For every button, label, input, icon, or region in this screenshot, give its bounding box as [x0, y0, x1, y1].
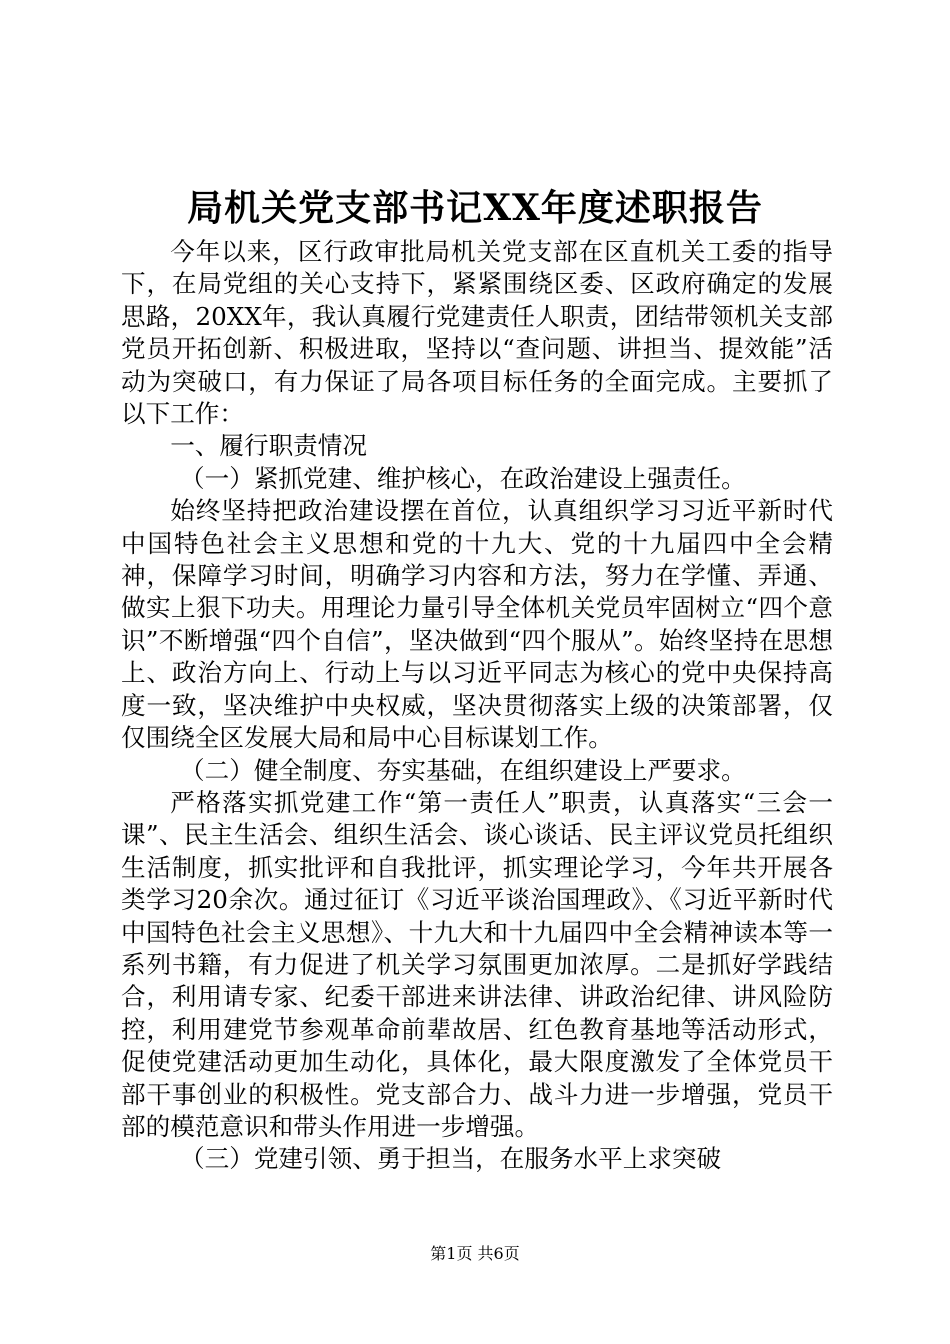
body-paragraph-2: 严格落实抓党建工作“第一责任人”职责，认真落实“三会一课”、民主生活会、组织生活会、谈心谈话、民主评议党员托组织生活制度，抓实批评和自我批评，抓实理论学习，今年共开展各类学习20余次。通过征订《习近平谈治国理政》、《习近平新时代中国特色社会主义思想》、十九大和十九届四中全会精神读本等一系列书籍，有力促进了机关学习氛围更加浓厚。二是抓好学践结合，利用请专家、纪委干部进来讲法律、讲政治纪律、讲风险防控，利用建党节参观革命前辈故居、红色教育基地等活动形式，促使党建活动更加生动化，具体化，最大限度激发了全体党员干部干事创业的积极性。党支部合力、战斗力进一步增强，党员干部的模范意识和带头作用进一步增强。	[121, 787, 833, 1141]
document-title: 局机关党支部书记XX年度述职报告	[187, 187, 763, 229]
intro-paragraph: 今年以来，区行政审批局机关党支部在区直机关工委的指导下，在局党组的关心支持下，紧紧围绕区委、区政府确定的发展思路，20XX年，我认真履行党建责任人职责，团结带领机关支部党员开拓创新、积极进取，坚持以“查问题、讲担当、提效能”活动为突破口，有力保证了局各项目标任务的全面完成。主要抓了以下工作：	[121, 237, 833, 429]
body-paragraph-1: 始终坚持把政治建设摆在首位，认真组织学习习近平新时代中国特色社会主义思想和党的十九大、党的十九届四中全会精神，保障学习时间，明确学习内容和方法，努力在学懂、弄通、做实上狠下功夫。用理论力量引导全体机关党员牢固树立“四个意识”不断增强“四个自信”，坚决做到“四个服从”。始终坚持在思想上、政治方向上、行动上与以习近平同志为核心的党中央保持高度一致，坚决维护中央权威，坚决贯彻落实上级的决策部署，仅仅围绕全区发展大局和局中心目标谋划工作。	[121, 496, 833, 753]
subsection-heading-2: （二）健全制度、夯实基础，在组织建设上严要求。	[180, 755, 746, 785]
document-body	[121, 236, 833, 1176]
subsection-heading-1: （一）紧抓党建、维护核心，在政治建设上强责任。	[180, 463, 746, 493]
subsection-heading-3: （三）党建引领、勇于担当，在服务水平上求突破	[180, 1144, 722, 1174]
section-heading: 一、履行职责情况	[170, 431, 367, 461]
page-number-footer: 第1页 共6页	[430, 1244, 520, 1263]
